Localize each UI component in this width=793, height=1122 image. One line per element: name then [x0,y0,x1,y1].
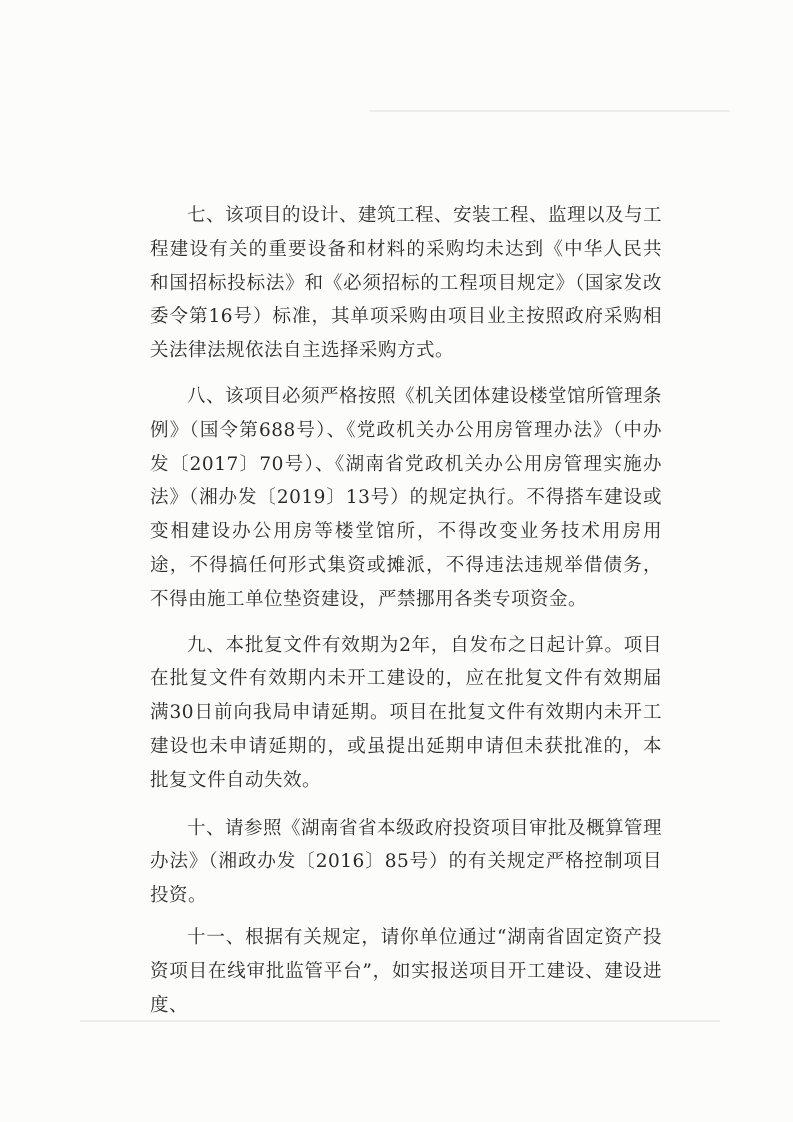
scan-artifact-line [370,110,730,112]
paragraph-item-10: 十、请参照《湖南省省本级政府投资项目审批及概算管理办法》（湘政办发〔2016〕85号）的有关规定严格控制项目投资。 [150,817,663,907]
paragraph-item-9: 九、本批复文件有效期为2年，自发布之日起计算。项目在批复文件有效期内未开工建设的，应在批复文件有效期届满30日前向我局申请延期。项目在批复文件有效期内未开工建设也未申请延期的，或虽提出延期申请但未获批准的，本批复文件自动失效。 [150,634,662,791]
document-body [150,199,662,1022]
paragraph-item-7: 七、该项目的设计、建筑工程、安装工程、监理以及与工程建设有关的重要设备和材料的采购均未达到《中华人民共和国招标投标法》和《必须招标的工程项目规定》（国家发改委令第16号）标准，其单项采购由项目业主按照政府采购相关法律法规依法自主选择采购方式。 [150,205,663,362]
scan-artifact-line [80,1020,720,1022]
paragraph-item-8: 八、该项目必须严格按照《机关团体建设楼堂馆所管理条例》（国令第688号）、《党政机关办公用房管理办法》（中办发〔2017〕70号）、《湖南省党政机关办公用房管理实施办法》（湘办发〔2019〕13号）的规定执行。不得搭车建设或变相建设办公用房等楼堂馆所，不得改变业务技术用房用途，不得搞任何形式集资或摊派，不得违法违规举借债务，不得由施工单位垫资建设，严禁挪用各类专项资金。 [150,385,663,610]
paragraph-item-11: 十一、根据有关规定，请你单位通过“湖南省固定资产投资项目在线审批监管平台”，如实报送项目开工建设、建设进度、 [150,926,662,1016]
